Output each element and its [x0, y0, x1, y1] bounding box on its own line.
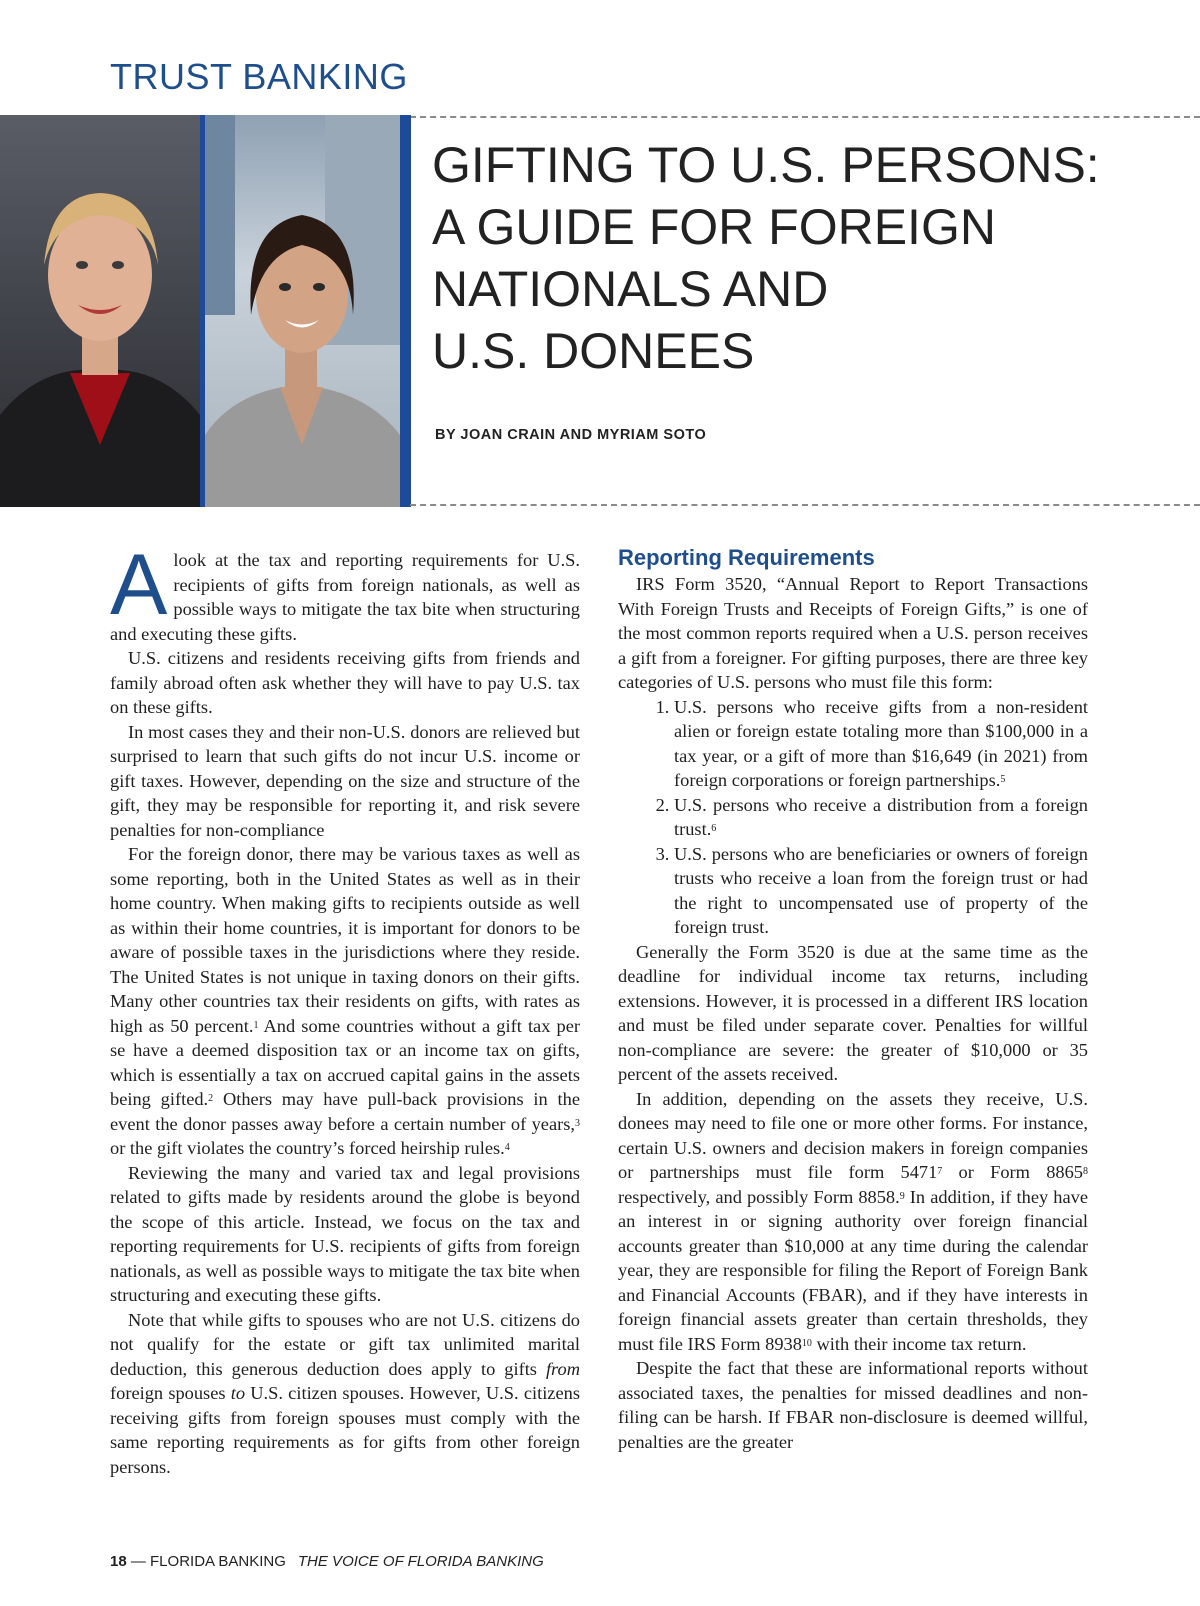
text-run: foreign spouses	[110, 1383, 231, 1403]
right-column	[618, 545, 1088, 1454]
publication-name: — FLORIDA BANKING	[126, 1553, 286, 1570]
article-title	[432, 134, 1172, 382]
body-paragraph: Generally the Form 3520 is due at the same time as the deadline for individual income tax returns, including extensions. However, it is processed in a different IRS location and must be filed under separate cover. Penalties for willful non-compliance are severe: the greater of $10,000 or 35 percent of the assets received.	[618, 941, 1088, 1084]
page-number: 18	[110, 1553, 127, 1570]
publication-tagline: THE VOICE OF FLORIDA BANKING	[297, 1553, 544, 1570]
list-item	[674, 842, 1088, 940]
requirements-list	[618, 695, 1088, 940]
list-item-text: U.S. persons who receive gifts from a non-resident alien or foreign estate totaling more than $100,000 in a tax year, or a gift of more than $16,649 (in 2021) from foreign corporations or foreign partnerships.	[674, 696, 1088, 790]
footnote-ref: 5	[1000, 774, 1006, 785]
text-run: or the gift violates the country’s forced heirship rules.	[110, 1138, 505, 1158]
text-run: Others may have pull-back provisions in the event the donor passes away before a certain number of years,	[110, 1089, 580, 1134]
intro-text: look at the tax and reporting requirements for U.S. recipients of gifts from foreign nationals, as well as possible ways to mitigate the tax bite when structuring and executing these gifts.	[110, 550, 580, 644]
title-line: NATIONALS AND	[432, 261, 829, 317]
intro-paragraph	[110, 537, 580, 646]
author-photo-myriam-soto	[205, 115, 400, 507]
left-column	[110, 537, 580, 1479]
divider-bottom	[410, 504, 1200, 506]
list-item-text: U.S. persons who receive a distribution from a foreign trust.	[674, 794, 1088, 839]
title-line: U.S. DONEES	[432, 323, 755, 379]
footnote-ref: 2	[208, 1093, 214, 1104]
section-heading: Reporting Requirements	[618, 545, 875, 570]
body-paragraph: In most cases they and their non-U.S. donors are relieved but surprised to learn that such gifts do not incur U.S. income or gift taxes. However, depending on the size and structure of the gift, they may be responsible for reporting it, and risk severe penalties for non-compliance	[110, 721, 580, 840]
body-paragraph	[618, 1087, 1088, 1357]
divider-top	[410, 116, 1200, 118]
text-run: or Form 8865	[942, 1162, 1083, 1182]
portrait-1-illustration	[0, 115, 200, 507]
text-run: In addition, depending on the assets they receive, U.S. donees may need to file one or more other forms. For instance, certain U.S. owners and decision makers in foreign companies or partnerships must file form 5471	[618, 1088, 1088, 1182]
page-footer	[110, 1553, 544, 1570]
text-run: Note that while gifts to spouses who are not U.S. citizens do not qualify for the estate or gift tax unlimited marital deduction, this generous deduction does apply to gifts	[110, 1309, 580, 1379]
footnote-ref: 4	[504, 1142, 510, 1153]
footnote-ref: 8	[1083, 1166, 1088, 1177]
emphasis: from	[545, 1358, 580, 1379]
footnote-ref: 1	[253, 1019, 259, 1031]
body-paragraph	[110, 1308, 580, 1480]
list-item	[674, 793, 1088, 842]
text-run: with their income tax return.	[811, 1333, 1027, 1354]
footnote-ref: 6	[711, 823, 717, 834]
title-line: GIFTING TO U.S. PERSONS:	[432, 137, 1100, 193]
list-item-text: U.S. persons who are beneficiaries or owners of foreign trusts who receive a loan from the foreign trust or had the right to uncompensated use of property of the foreign trust.	[674, 843, 1088, 937]
text-run: In addition, if they have an interest in or signing authority over foreign financial accounts greater than $10,000 at any time during the calendar year, they are responsible for filing the Report of Foreign Bank and Financial Accounts (FBAR), and if they have interests in foreign financial assets greater than certain thresholds, they must file IRS Form 8938	[618, 1186, 1088, 1354]
portrait-2-illustration	[205, 115, 400, 507]
body-paragraph	[110, 842, 580, 1161]
body-paragraph: U.S. citizens and residents receiving gifts from friends and family abroad often ask whether they will have to pay U.S. tax on these gifts.	[110, 648, 580, 717]
author-photo-joan-crain	[0, 115, 200, 507]
list-item	[674, 695, 1088, 793]
body-paragraph: Reviewing the many and varied tax and legal provisions related to gifts made by residents around the globe is beyond the scope of this article. Instead, we focus on the tax and reporting requirements for U.S. recipients of gifts from foreign nationals, as well as possible ways to mitigate the tax bite when structuring and executing these gifts.	[110, 1162, 580, 1305]
text-run: And some countries without a gift tax per se have a deemed disposition tax or an income tax on gifts, which is essentially a tax on accrued capital gains in the assets being gifted.	[110, 1015, 580, 1109]
accent-bar	[400, 115, 411, 507]
body-paragraph: Despite the fact that these are informational reports without associated taxes, the penalties for missed deadlines and non-filing can be harsh. If FBAR non-disclosure is deemed willful, penalties are the greater	[618, 1358, 1088, 1452]
drop-cap: A	[110, 537, 168, 633]
title-line: A GUIDE FOR FOREIGN	[432, 199, 996, 255]
footnote-ref: 9	[899, 1190, 905, 1202]
section-label: TRUST BANKING	[110, 56, 408, 97]
byline: BY JOAN CRAIN AND MYRIAM SOTO	[435, 427, 707, 443]
footnote-ref: 10	[801, 1337, 812, 1349]
body-paragraph: IRS Form 3520, “Annual Report to Report Transactions With Foreign Trusts and Receipts of Foreign Gifts,” is one of the most common reports required when a U.S. person receives a gift from a foreigner. For gifting purposes, there are three key categories of U.S. persons who must file this form:	[618, 574, 1088, 692]
footnote-ref: 7	[937, 1166, 943, 1177]
emphasis: to	[230, 1383, 246, 1403]
text-run: U.S. citizen spouses. However, U.S. citizens receiving gifts from foreign spouses must comply with the same reporting requirements as for gifts from other foreign persons.	[110, 1383, 580, 1477]
text-run: For the foreign donor, there may be various taxes as well as some reporting, both in the United States as well as in their home country. When making gifts to recipients outside as well as within their home countries, it is important for donors to be aware of possible taxes in the jurisdictions where they reside. The United States is not unique in taxing donors on their gifts. Many other countries tax their residents on gifts, with rates as high as 50 percent.	[110, 844, 580, 1036]
text-run: respectively, and possibly Form 8858.	[618, 1186, 900, 1207]
footnote-ref: 3	[575, 1117, 580, 1129]
